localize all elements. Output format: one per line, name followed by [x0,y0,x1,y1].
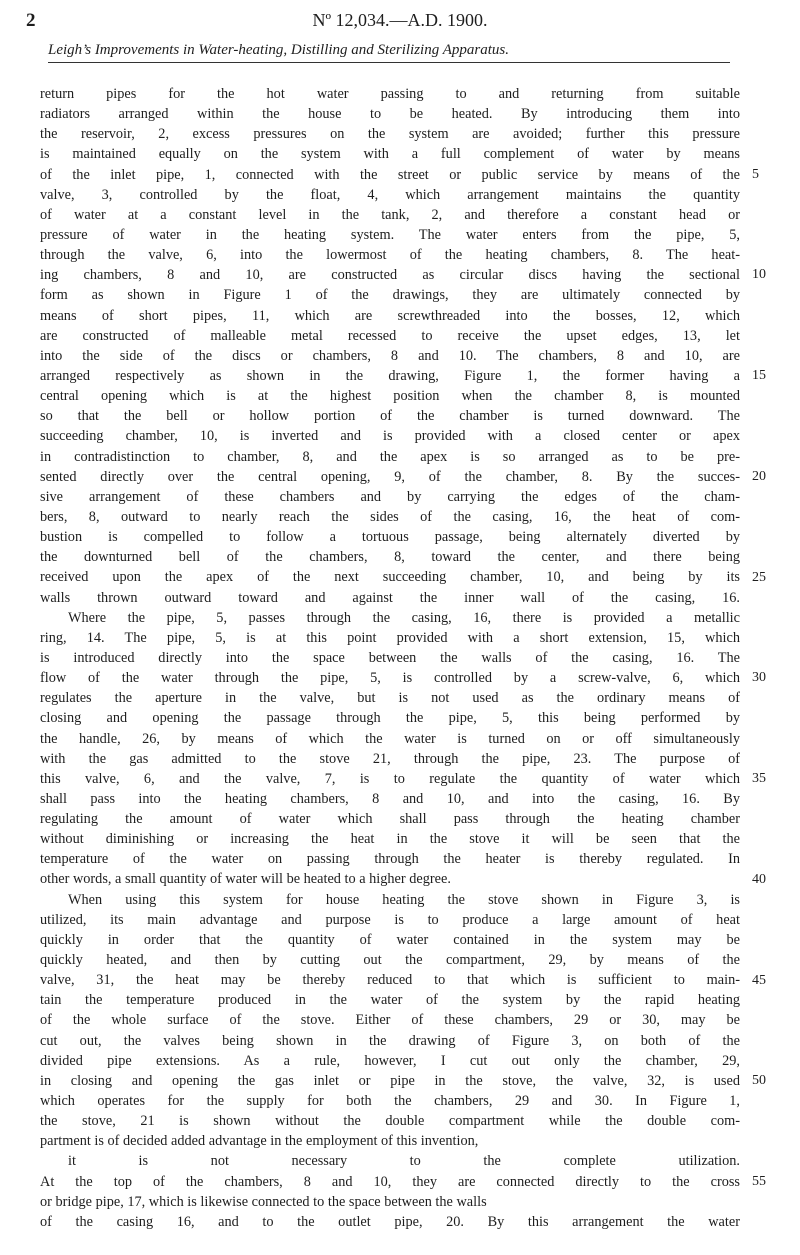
text-line: arranged respectively as shown in the drawing, Figure 1, the former having a [40,367,740,384]
text-line: quickly heated, and then by cutting out the compartment, 29, by means of the [40,952,740,969]
text-line: shall pass into the heating chambers, 8 and 10, and into the casing, 16. By [40,790,740,807]
text-line: Where the pipe, 5, passes through the casing, 16, there is provided a metallic [68,609,740,626]
margin-line-number: 30 [752,670,766,686]
page-number: 2 [26,10,36,31]
text-line: walls thrown outward toward and against the inner wall of the casing, 16. [40,589,740,606]
text-line: with the gas admitted to the stove 21, through the pipe, 23. The purpose of [40,750,740,767]
margin-line-number: 35 [752,771,766,787]
text-line: succeeding chamber, 10, is inverted and is provided with a closed center or apex [40,428,740,445]
text-line: bers, 8, outward to nearly reach the sides of the casing, 16, the heat of com- [40,508,740,525]
text-line: of the inlet pipe, 1, connected with the street or public service by means of the [40,166,740,183]
text-line: return pipes for the hot water passing to and returning from suitable [40,86,740,102]
text-line: valve, 31, the heat may be thereby reduced to that which is sufficient to main- [40,972,740,989]
text-line: without diminishing or increasing the heat in the stove it will be seen that the [40,831,740,848]
text-line: divided pipe extensions. As a rule, however, I cut out only the chamber, 29, [40,1052,740,1069]
text-line: radiators arranged within the house to be heated. By introducing them into [40,106,740,123]
margin-line-number: 45 [752,972,766,988]
text-line: is introduced directly into the space between the walls of the casing, 16. The [40,649,740,666]
text-line: other words, a small quantity of water will be heated to a higher degree. [40,871,451,888]
text-line: regulating the amount of water which shall pass through the heating chamber [40,811,740,828]
margin-line-number: 10 [752,267,766,283]
text-line: this valve, 6, and the valve, 7, is to regulate the quantity of water which [40,770,740,787]
text-line: the handle, 26, by means of which the water is turned on or off simultaneously [40,730,740,747]
text-line: is maintained equally on the system with a full complement of water by means [40,146,740,163]
text-line: which operates for the supply for both the chambers, 29 and 30. In Figure 1, [40,1093,740,1110]
text-line: through the valve, 6, into the lowermost of the heating chambers, 8. The heat- [40,247,740,264]
margin-line-number: 25 [752,569,766,585]
text-line: flow of the water through the pipe, 5, is controlled by a screw-valve, 6, which [40,670,740,687]
title-rule [48,62,730,63]
text-line: partment is of decided added advantage in the employment of this invention, [40,1133,479,1150]
text-line: so that the bell or hollow portion of the chamber is turned downward. The [40,408,740,425]
text-line: received upon the apex of the next succeeding chamber, 10, and being by its [40,569,740,586]
text-line: the stove, 21 is shown without the double compartment while the double com- [40,1113,740,1130]
text-line: form as shown in Figure 1 of the drawings, they are ultimately connected by [40,287,740,304]
patent-number: Nº 12,034.—A.D. 1900. [312,10,488,30]
text-line: of the whole surface of the stove. Either of these chambers, 29 or 30, may be [40,1012,740,1029]
body-text [40,84,740,1232]
text-line: in contradistinction to chamber, 8, and the apex is so arranged as to be pre- [40,448,740,465]
text-line: regulates the aperture in the valve, but is not used as the ordinary means of [40,690,740,707]
text-line: valve, 3, controlled by the float, 4, which arrangement maintains the quantity [40,186,740,203]
text-line: closing and opening the passage through the pipe, 5, this being performed by [40,710,740,727]
text-line: of water at a constant level in the tank, 2, and therefore a constant head or [40,206,740,223]
text-line: into the side of the discs or chambers, 8 and 10. The chambers, 8 and 10, are [40,347,740,364]
text-line: it is not necessary to the complete utilization. [68,1153,740,1170]
running-title: Leigh’s Improvements in Water-heating, Distilling and Sterilizing Apparatus. [48,42,509,58]
text-line: of the casing 16, and to the outlet pipe, 20. By this arrangement the water [40,1213,740,1230]
text-line: quickly in order that the quantity of water contained in the system may be [40,931,740,948]
text-line: cut out, the valves being shown in the drawing of Figure 3, on both of the [40,1032,740,1049]
margin-line-number: 55 [752,1174,766,1190]
text-line: utilized, its main advantage and purpose is to produce a large amount of heat [40,911,740,928]
text-line: sive arrangement of these chambers and by carrying the edges of the cham- [40,488,740,505]
text-line: temperature of the water on passing through the heater is thereby regulated. In [40,851,740,868]
text-line: in closing and opening the gas inlet or pipe in the stove, the valve, 32, is used [40,1072,740,1089]
margin-line-number: 15 [752,368,766,384]
text-line: ring, 14. The pipe, 5, is at this point provided with a short extension, 15, which [40,629,740,646]
text-line: the reservoir, 2, excess pressures on the system are avoided; further this pressure [40,126,740,143]
text-line: sented directly over the central opening, 9, of the chamber, 8. By the succes- [40,468,740,485]
text-line: When using this system for house heating the stove shown in Figure 3, is [68,891,740,908]
margin-line-number: 20 [752,468,766,484]
text-line: pressure of water in the heating system. The water enters from the pipe, 5, [40,226,740,243]
margin-line-number: 50 [752,1073,766,1089]
text-line: or bridge pipe, 17, which is likewise connected to the space between the walls [40,1193,487,1210]
text-line: At the top of the chambers, 8 and 10, they are connected directly to the cross [40,1173,740,1190]
text-line: the downturned bell of the chambers, 8, toward the center, and there being [40,549,740,566]
margin-line-number: 5 [752,166,759,182]
text-line: central opening which is at the highest position when the chamber 8, is mounted [40,388,740,405]
text-line: means of short pipes, 11, which are screwthreaded into the bosses, 12, which [40,307,740,324]
text-line: ing chambers, 8 and 10, are constructed as circular discs having the sectional [40,267,740,284]
text-line: are constructed of malleable metal recessed to receive the upset edges, 13, let [40,327,740,344]
text-line: bustion is compelled to follow a tortuous passage, being alternately diverted by [40,529,740,546]
margin-line-number: 40 [752,871,766,887]
text-line: tain the temperature produced in the water of the system by the rapid heating [40,992,740,1009]
